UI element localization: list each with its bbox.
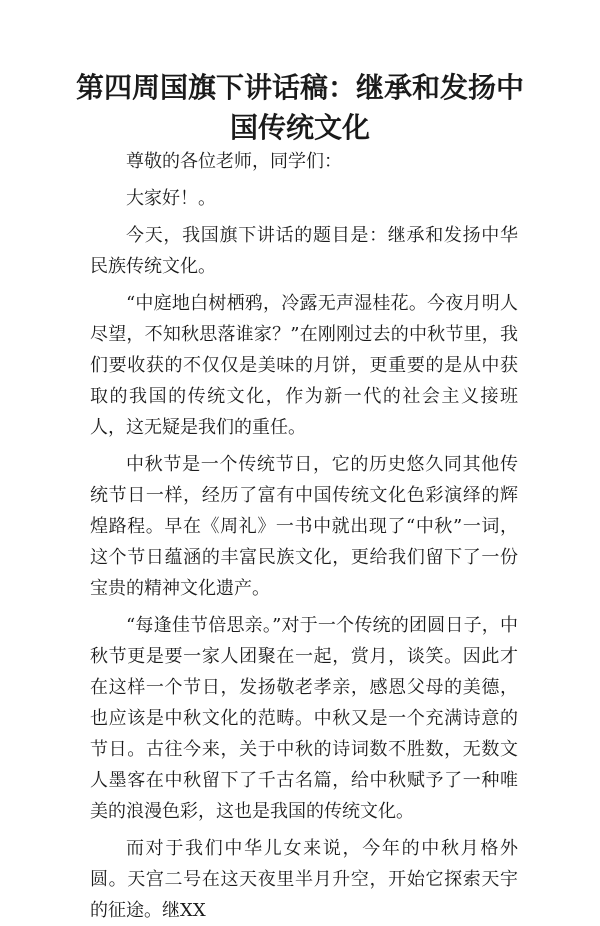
document-title: 第四周国旗下讲话稿：继承和发扬中国传统文化 xyxy=(75,71,524,144)
paragraph-reunion: “每逢佳节倍思亲。”对于一个传统的团圆日子，中秋节更是要一家人团聚在一起，赏月，谈笑。因此才在这样一个节日，发扬敬老孝亲，感恩父母的美德，也应该是中秋文化的范畴。中秋又是一个充满诗意的节日。古往今来，关于中秋的诗词数不胜数，无数文人墨客在中秋留下了千古名篇，给中秋赋予了一种唯美的浪漫色彩，这也是我国的传统文化。 xyxy=(90,615,518,822)
paragraph-history: 中秋节是一个传统节日，它的历史悠久同其他传统节日一样，经历了富有中国传统文化色彩演绎的辉煌路程。早在《周礼》一书中就出现了“中秋”一词，这个节日蕴涵的丰富民族文化，更给我们留下了一份宝贵的精神文化遗产。 xyxy=(90,454,518,599)
greeting: 大家好！。 xyxy=(126,188,216,209)
document-body xyxy=(90,146,518,926)
paragraph-poem: “中庭地白树栖鸦，冷露无声湿桂花。今夜月明人尽望，不知秋思落谁家？”在刚刚过去的中秋节里，我们要收获的不仅仅是美味的月饼，更重要的是从中获取的我国的传统文化，作为新一代的社会主义接班人，这无疑是我们的重任。 xyxy=(90,293,518,438)
paragraph-topic: 今天，我国旗下讲话的题目是：继承和发扬中华民族传统文化。 xyxy=(90,225,518,277)
paragraph-tiangong: 而对于我们中华儿女来说，今年的中秋月格外圆。天宫二号在这天夜里半月升空，开始它探索天宇的征途。继XX xyxy=(90,838,518,921)
salutation: 尊敬的各位老师，同学们： xyxy=(126,151,342,172)
